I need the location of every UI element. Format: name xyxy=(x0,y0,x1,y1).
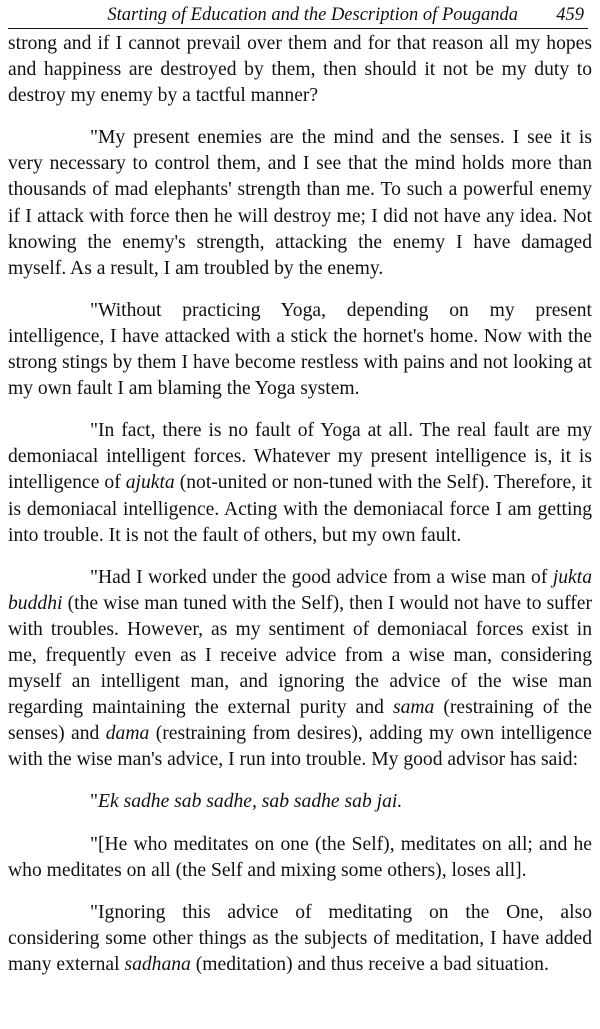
paragraph-text: "Had I worked under the good advice from a wise man of xyxy=(90,566,553,588)
body-text xyxy=(8,31,592,978)
paragraph-text: (restraining from desires), adding my own intelligence with the wise man's advice, I run into trouble. My good advisor has said: xyxy=(8,723,592,771)
running-header-title: Starting of Education and the Description of Pouganda xyxy=(107,5,518,25)
paragraph-text: "Ignoring this advice of meditating on the One, also considering some other things as the subjects of meditation, I have added many external xyxy=(8,901,592,975)
paragraph-text: "Without practicing Yoga, depending on my present intelligence, I have attacked with a stick the hornet's home. Now with the strong stings by them I have become restless with pains and not looking at my own fault I am blaming the Yoga system. xyxy=(8,299,592,400)
paragraph-text: (meditation) and thus receive a bad situation. xyxy=(190,953,549,975)
quote-mark: " xyxy=(90,791,98,813)
paragraph-wise-man-advice xyxy=(8,565,592,774)
paragraph-hornets-home xyxy=(8,298,592,402)
italic-term-sadhana: sadhana xyxy=(124,953,191,975)
paragraph-mind-and-senses xyxy=(8,125,592,282)
italic-term-ajukta: ajukta xyxy=(125,472,175,494)
page-number: 459 xyxy=(556,5,584,25)
paragraph-text: (not-united or non-tuned with the Self). Therefore, it is demoniacal intelligence. Acting with the demoniacal force I am getting into trouble. It is not the fault of others, but my own fault. xyxy=(8,472,593,546)
paragraph-fault-of-yoga xyxy=(8,418,592,548)
paragraph-text: "[He who meditates on one (the Self), meditates on all; and he who meditates on all (the Self and mixing some others), loses all]. xyxy=(8,833,592,881)
paragraph-quotation xyxy=(8,789,592,815)
paragraph-continued xyxy=(8,31,592,109)
italic-term-dama: dama xyxy=(105,723,150,745)
italic-term-jukta-buddhi: jukta buddhi xyxy=(8,566,592,614)
italic-quotation: Ek sadhe sab sadhe, sab sadhe sab jai. xyxy=(98,791,403,813)
paragraph-text: (restraining of the senses) and xyxy=(8,697,592,745)
paragraph-text: "My present enemies are the mind and the senses. I see it is very necessary to control them, and I see that the mind holds more than thousands of mad elephants' strength than me. To such a powerful enemy if I attack with force then he will destroy me; I did not have any idea. Not knowing the enemy's strength, attacking the enemy I have damaged myself. As a result, I am troubled by the enemy. xyxy=(8,127,592,279)
paragraph-ignoring-advice xyxy=(8,900,592,978)
paragraph-text: (the wise man tuned with the Self), then I would not have to suffer with troubles. However, as my sentiment of demoniacal forces exist in me, frequently even as I receive advice from a wise man, considering myself an intelligent man, and ignoring the advice of the wise man regarding maintaining the external purity and xyxy=(8,592,592,719)
running-header xyxy=(8,4,588,29)
italic-term-sama: sama xyxy=(392,697,435,719)
paragraph-text: strong and if I cannot prevail over them and for that reason all my hopes and happiness are destroyed by them, then should it not be my duty to destroy my enemy by a tactful manner? xyxy=(8,33,592,107)
paragraph-quotation-translation xyxy=(8,832,592,884)
paragraph-text: "In fact, there is no fault of Yoga at all. The real fault are my demoniacal intelligent forces. Whatever my present intelligence is, it is intelligence of xyxy=(8,420,592,494)
